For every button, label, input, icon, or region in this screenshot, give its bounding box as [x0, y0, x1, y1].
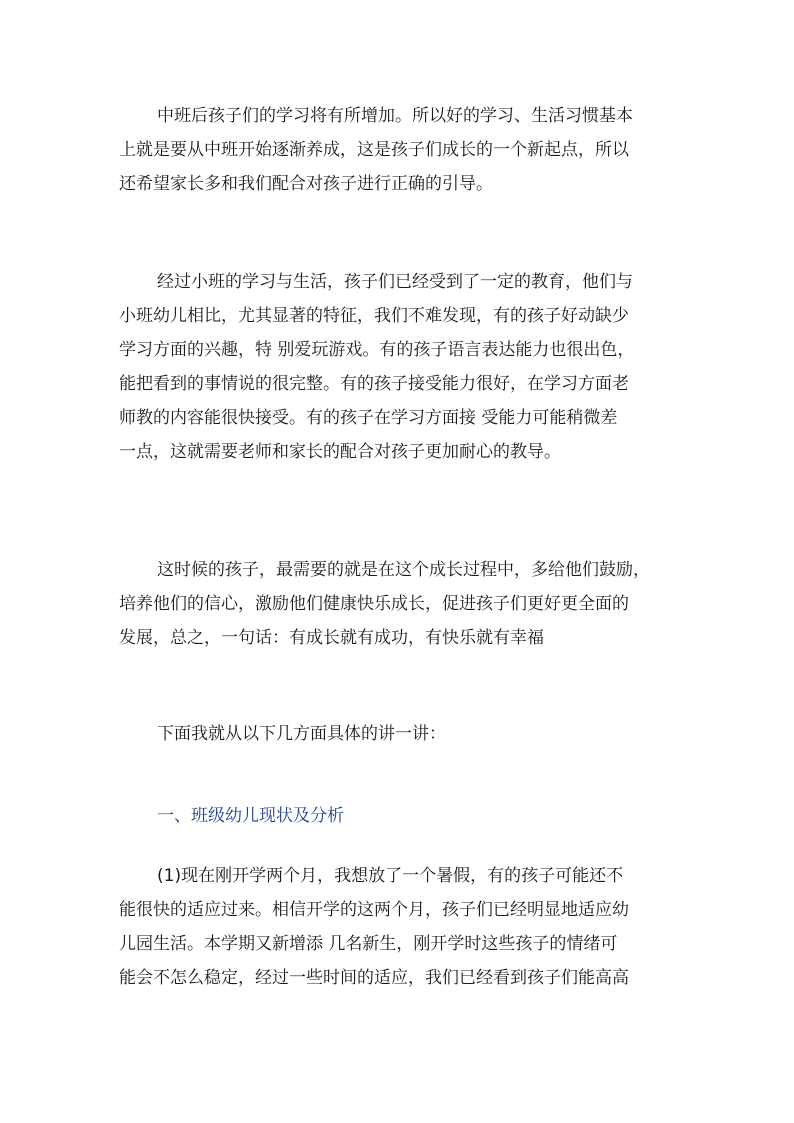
section-heading [119, 799, 679, 833]
paragraph-intro [119, 99, 679, 201]
text-line: 这时候的孩子，最需要的就是在这个成长过程中，多给他们鼓励， [157, 560, 650, 580]
text-line: 发展，总之，一句话：有成长就有成功，有快乐就有幸福 [119, 628, 544, 648]
text-line: (1)现在刚开学两个月，我想放了一个暑假，有的孩子可能还不 [157, 866, 624, 886]
text-line: 中班后孩子们的学习将有所增加。所以好的学习、生活习惯基本 [157, 106, 633, 126]
text-line: 儿园生活。本学期又新增添 几名新生，刚开学时这些孩子的情绪可 [119, 934, 618, 954]
text-line: 下面我就从以下几方面具体的讲一讲： [157, 724, 446, 744]
text-line: 师教的内容能很快接受。有的孩子在学习方面接 受能力可能稍微差 [119, 408, 618, 428]
text-line: 经过小班的学习与生活，孩子们已经受到了一定的教育，他们与 [157, 272, 633, 292]
text-line: 能会不怎么稳定，经过一些时间的适应，我们已经看到孩子们能高高 [119, 968, 629, 988]
paragraph-class-comparison [119, 265, 679, 469]
paragraph-transition [119, 717, 679, 751]
section-heading-text: 一、班级幼儿现状及分析 [157, 806, 344, 826]
text-line: 小班幼儿相比，尤其显著的特征，我们不难发现，有的孩子好动缺少 [119, 306, 629, 326]
text-line: 培养他们的信心，激励他们健康快乐成长，促进孩子们更好更全面的 [119, 594, 629, 614]
text-line: 能把看到的事情说的很完整。有的孩子接受能力很好，在学习方面老 [119, 374, 629, 394]
text-line: 能很快的适应过来。相信开学的这两个月，孩子们已经明显地适应幼 [119, 900, 629, 920]
text-line: 还希望家长多和我们配合对孩子进行正确的引导。 [119, 174, 493, 194]
text-line: 一点，这就需要老师和家长的配合对孩子更加耐心的教导。 [119, 442, 561, 462]
text-line: 学习方面的兴趣，特 别爱玩游戏。有的孩子语言表达能力也很出色， [119, 340, 635, 360]
text-line: 上就是要从中班开始逐渐养成，这是孩子们成长的一个新起点，所以 [119, 140, 629, 160]
paragraph-encouragement [119, 553, 679, 655]
paragraph-status-analysis [119, 859, 679, 995]
